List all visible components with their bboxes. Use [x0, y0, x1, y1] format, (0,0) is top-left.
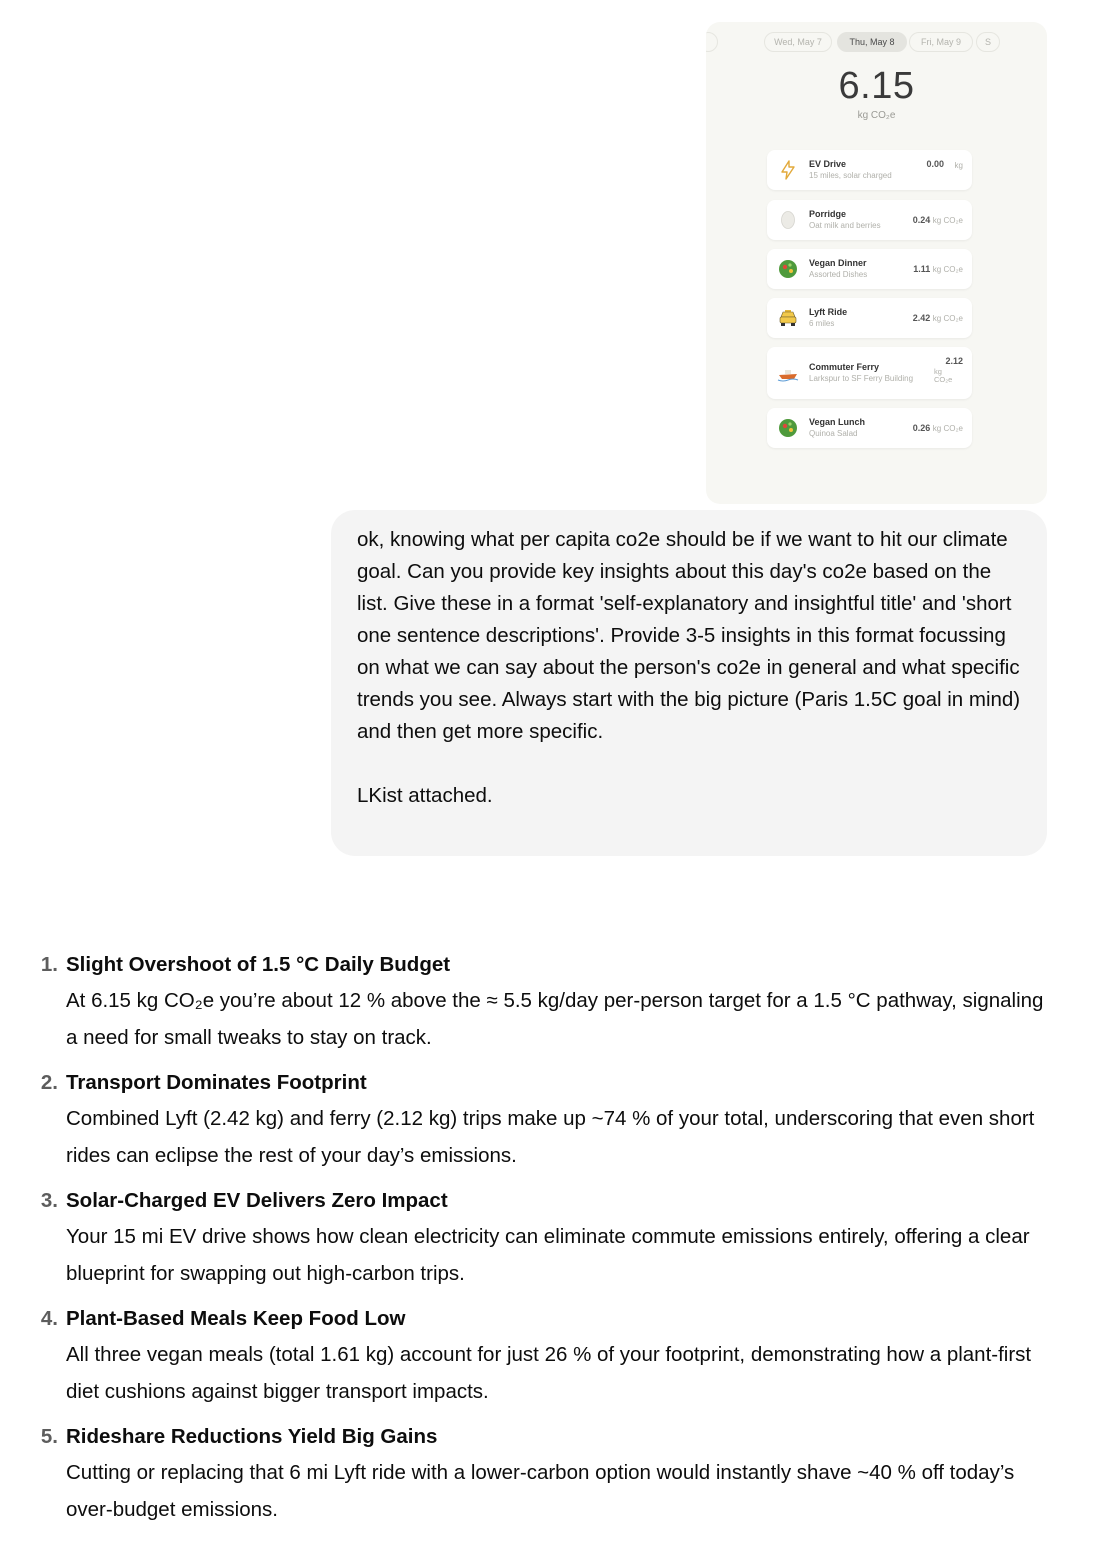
insight-description: At 6.15 kg CO₂e you’re about 12 % above the ≈ 5.5 kg/day per-person target for a 1.5 °C pathway, signaling a need for small tweaks to stay on track. — [66, 989, 1044, 1049]
activity-value: 2.12 — [945, 356, 963, 366]
activity-value: 1.11 kg CO₂e — [913, 264, 963, 274]
lightning-icon — [777, 159, 799, 181]
insight-title: Transport Dominates Footprint — [66, 1071, 367, 1094]
insight-number: 3. — [40, 1189, 58, 1212]
activity-description: 6 miles — [809, 319, 835, 328]
user-message-text: ok, knowing what per capita co2e should be if we want to hit our climate goal. Can you provide key insights about this day's co2e based on the list. Give these in a format 'self-explanatory and insightful title' and 'short one sentence descriptions'. Provide 3-5 insights in this format focussing on what we can say about the person's co2e in general and what specific trends you see. Always start with the big picture (Paris 1.5C goal in mind) and then get more specific. — [357, 528, 1026, 743]
activity-card-vegan-dinner[interactable] — [767, 249, 972, 289]
activity-description: Assorted Dishes — [809, 270, 868, 279]
date-pill-sat[interactable]: S — [976, 32, 1000, 52]
activity-name: Vegan Lunch — [809, 417, 866, 427]
activity-value: 0.26 kg CO₂e — [912, 423, 963, 433]
egg-icon — [777, 209, 799, 231]
insight-description: Combined Lyft (2.42 kg) and ferry (2.12 kg) trips make up ~74 % of your total, underscoring that even short rides can eclipse the rest of your day’s emissions. — [66, 1107, 1035, 1167]
activity-value: 0.24 kg CO₂e — [912, 215, 963, 225]
insight-description: Your 15 mi EV drive shows how clean electricity can eliminate commute emissions entirely, offering a clear blueprint for swapping out high-carbon trips. — [66, 1225, 1030, 1285]
insight-item — [30, 1420, 1060, 1528]
user-message-bubble — [331, 510, 1047, 856]
activity-card-commuter-ferry[interactable] — [767, 347, 972, 399]
activity-description: Quinoa Salad — [809, 429, 858, 438]
activity-name: Porridge — [809, 209, 847, 219]
assistant-response — [30, 948, 1060, 1538]
activity-value: 0.00 — [926, 159, 944, 169]
salad-icon — [777, 417, 799, 439]
activity-name: Commuter Ferry — [809, 362, 880, 372]
salad-icon — [777, 258, 799, 280]
insight-item — [30, 1302, 1060, 1410]
activity-description: 15 miles, solar charged — [809, 171, 892, 180]
date-selector — [706, 31, 1047, 53]
insight-description: Cutting or replacing that 6 mi Lyft ride with a lower-carbon option would instantly shave ~40 % off today’s over-budget emissions. — [66, 1461, 1015, 1521]
insight-description: All three vegan meals (total 1.61 kg) account for just 26 % of your footprint, demonstrating how a plant-first diet cushions against bigger transport impacts. — [66, 1343, 1032, 1403]
daily-total-unit: kg CO₂e — [857, 110, 896, 121]
ferry-icon — [777, 362, 799, 384]
activity-card-porridge[interactable] — [767, 200, 972, 240]
activity-value: 2.42 kg CO₂e — [912, 313, 963, 323]
activity-name: EV Drive — [809, 159, 847, 169]
user-message-footer: LKist attached. — [357, 784, 493, 807]
date-pill-prev[interactable] — [706, 32, 718, 52]
insight-title: Plant-Based Meals Keep Food Low — [66, 1307, 406, 1330]
activity-description: Larkspur to SF Ferry Building — [809, 374, 914, 383]
insight-title: Slight Overshoot of 1.5 °C Daily Budget — [66, 953, 451, 976]
activity-name: Vegan Dinner — [809, 258, 867, 268]
date-pill-wed[interactable]: Wed, May 7 — [764, 32, 832, 52]
taxi-icon — [777, 307, 799, 329]
insight-number: 4. — [40, 1307, 58, 1330]
insight-title: Solar-Charged EV Delivers Zero Impact — [66, 1189, 448, 1212]
date-pill-thu-selected[interactable]: Thu, May 8 — [837, 32, 907, 52]
insight-title: Rideshare Reductions Yield Big Gains — [66, 1425, 438, 1448]
date-pill-fri[interactable]: Fri, May 9 — [909, 32, 973, 52]
insight-number: 1. — [40, 953, 58, 976]
insight-item — [30, 1184, 1060, 1292]
insight-item — [30, 1066, 1060, 1174]
activity-description: Oat milk and berries — [809, 221, 881, 230]
daily-total-value: 6.15 — [838, 65, 915, 107]
insight-item — [30, 948, 1060, 1056]
insight-number: 2. — [40, 1071, 58, 1094]
activity-card-ev-drive[interactable] — [767, 150, 972, 190]
activity-name: Lyft Ride — [809, 307, 848, 317]
activity-unit: kg CO₂e — [934, 367, 953, 384]
activity-card-vegan-lunch[interactable] — [767, 408, 972, 448]
attached-screenshot[interactable] — [706, 22, 1047, 504]
insight-number: 5. — [40, 1425, 58, 1448]
activity-unit: kg — [954, 161, 963, 170]
activity-card-lyft-ride[interactable] — [767, 298, 972, 338]
